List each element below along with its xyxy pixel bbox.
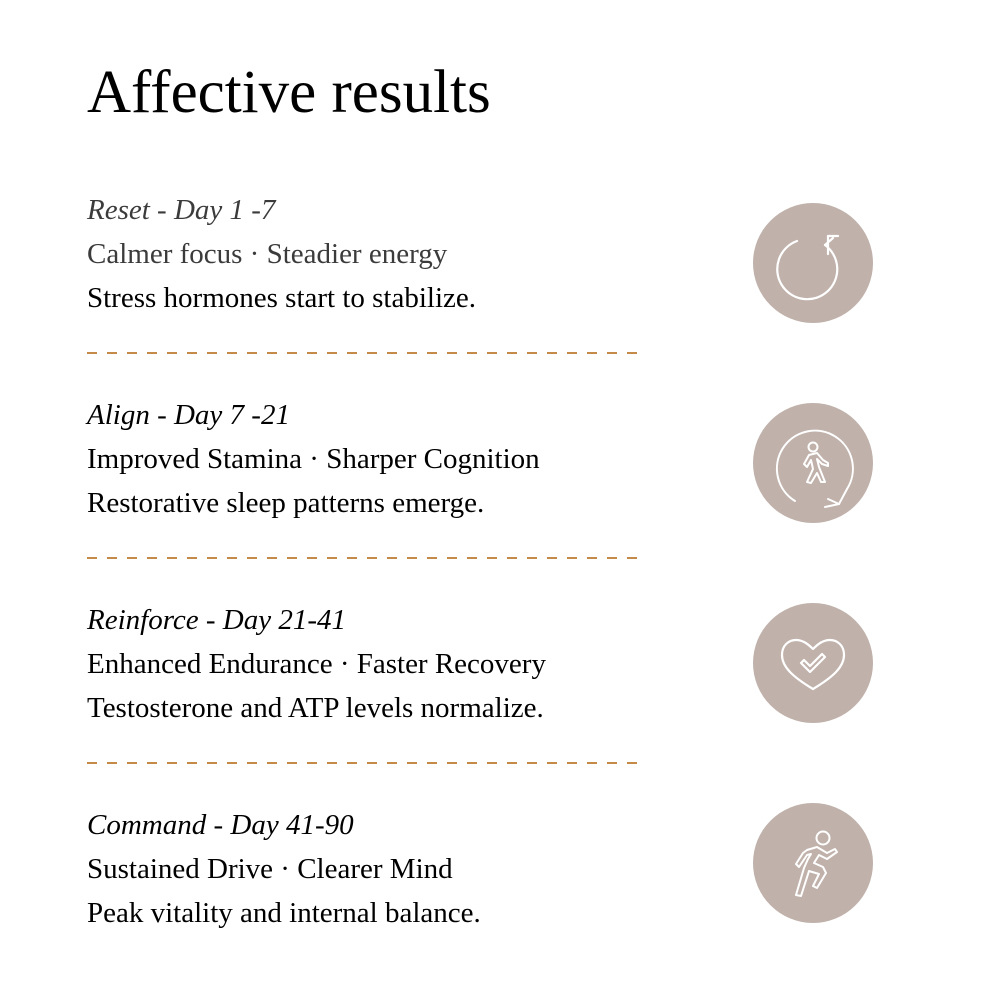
divider bbox=[87, 762, 639, 764]
stage-description: Stress hormones start to stabilize. bbox=[87, 282, 477, 314]
stage-reset bbox=[87, 196, 647, 313]
stage-reinforce bbox=[87, 606, 647, 723]
stage-title: Reset - Day 1 -7 bbox=[87, 194, 276, 226]
stage-command bbox=[87, 811, 647, 928]
stage-title: Command - Day 41-90 bbox=[87, 809, 354, 841]
stage-benefits: Sustained Drive · Clearer Mind bbox=[87, 853, 453, 885]
page-title: Affective results bbox=[87, 59, 491, 126]
stage-title: Reinforce - Day 21-41 bbox=[87, 604, 347, 636]
running-person-icon bbox=[753, 803, 873, 923]
stage-title: Align - Day 7 -21 bbox=[87, 399, 290, 431]
reset-rotate-icon bbox=[753, 203, 873, 323]
stage-description: Peak vitality and internal balance. bbox=[87, 897, 481, 929]
divider bbox=[87, 557, 639, 559]
divider bbox=[87, 352, 639, 354]
stage-benefits: Calmer focus · Steadier energy bbox=[87, 238, 448, 270]
stage-description: Testosterone and ATP levels normalize. bbox=[87, 692, 544, 724]
stage-benefits: Improved Stamina · Sharper Cognition bbox=[87, 443, 540, 475]
walking-person-cycle-icon bbox=[753, 403, 873, 523]
stage-benefits: Enhanced Endurance · Faster Recovery bbox=[87, 648, 546, 680]
heart-check-icon bbox=[753, 603, 873, 723]
stage-align bbox=[87, 401, 647, 518]
stage-description: Restorative sleep patterns emerge. bbox=[87, 487, 485, 519]
